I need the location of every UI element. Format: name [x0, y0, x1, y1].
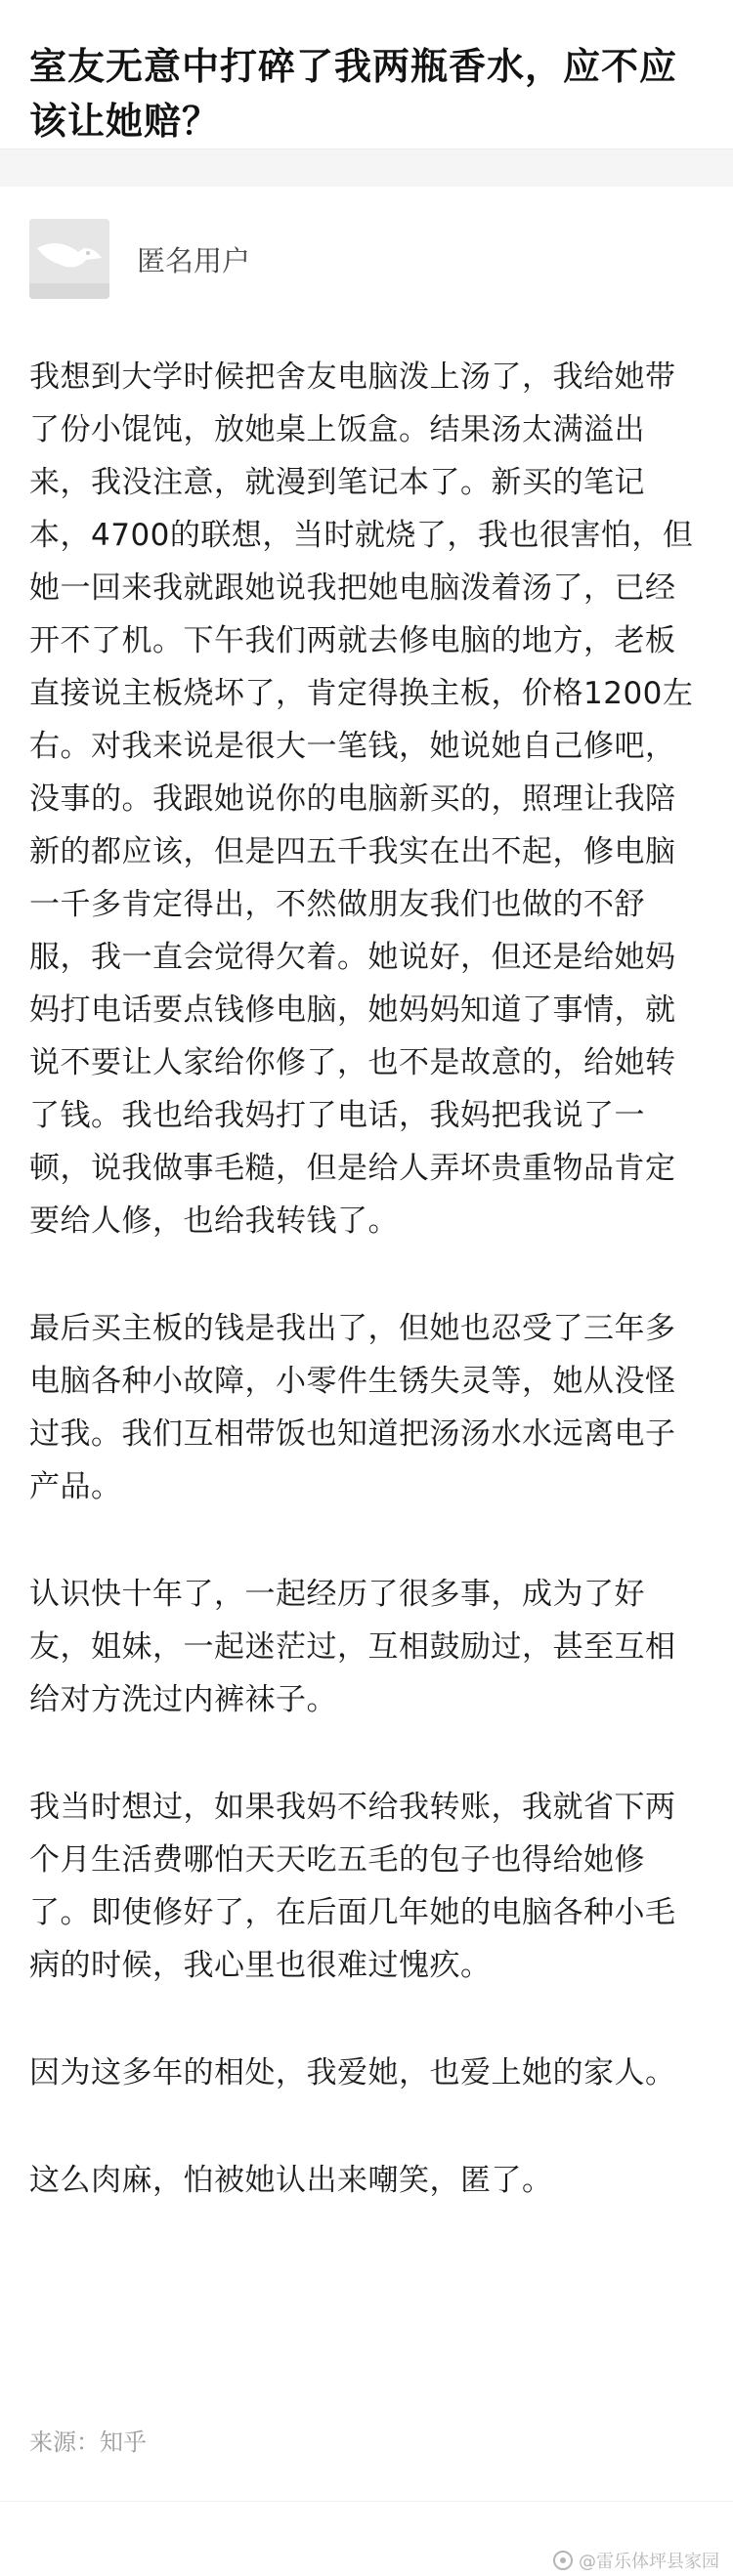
question-header: [0, 0, 733, 148]
answer-body: [0, 302, 733, 2207]
answer-paragraph: 因为这多年的相处，我爱她，也爱上她的家人。: [29, 2055, 676, 2090]
author-name[interactable]: 匿名用户: [137, 243, 251, 277]
watermark: [553, 2548, 719, 2573]
answer-paragraph: 这么肉麻，怕被她认出来嘲笑，匿了。: [29, 2163, 553, 2198]
answer-paragraph: 认识快十年了，一起经历了很多事，成为了好友，姐妹，一起迷茫过，互相鼓励过，甚至互相给对方洗过内裤袜子。: [29, 1577, 676, 1717]
section-divider: [0, 148, 733, 187]
question-title[interactable]: 室友无意中打碎了我两瓶香水，应不应该让她赔？: [29, 45, 678, 143]
answer-paragraph: 最后买主板的钱是我出了，但她也忍受了三年多电脑各种小故障，小零件生锈失灵等，她从没怪过我。我们互相带饭也知道把汤汤水水远离电子产品。: [29, 1311, 676, 1504]
bottom-divider: [0, 2501, 733, 2502]
author-row: [0, 187, 733, 302]
answer-paragraph: 我想到大学时候把舍友电脑泼上汤了，我给她带了份小馄饨，放她桌上饭盒。结果汤太满溢出来，我没注意，就漫到笔记本了。新买的笔记本，4700的联想，当时就烧了，我也很害怕，但她一回来我就跟她说我把她电脑泼着汤了，已经开不了机。下午我们两就去修电脑的地方，老板直接说主板烧坏了，肯定得换主板，价格1200左右。对我来说是很大一笔钱，她说她自己修吧，没事的。我跟她说你的电脑新买的，照理让我陪新的都应该，但是四五千我实在出不起，修电脑一千多肯定得出，不然做朋友我们也做的不舒服，我一直会觉得欠着。她说好，但还是给她妈妈打电话要点钱修电脑，她妈妈知道了事情，就说不要让人家给你修了，也不是故意的，给她转了钱。我也给我妈打了电话，我妈把我说了一顿，说我做事毛糙，但是给人弄坏贵重物品肯定要给人修，也给我转钱了。: [29, 359, 694, 1239]
anonymous-avatar[interactable]: [29, 219, 109, 299]
weibo-eye-icon: [553, 2551, 573, 2570]
answer-paragraph: 我当时想过，如果我妈不给我转账，我就省下两个月生活费哪怕天天吃五毛的包子也得给她修了。即使修好了，在后面几年她的电脑各种小毛病的时候，我心里也很难过愧疚。: [29, 1790, 676, 1983]
anonymous-user-icon: [29, 219, 109, 299]
source-label: 来源：知乎: [29, 2428, 147, 2456]
watermark-text: @雷乐体坪县家园: [579, 2552, 719, 2572]
